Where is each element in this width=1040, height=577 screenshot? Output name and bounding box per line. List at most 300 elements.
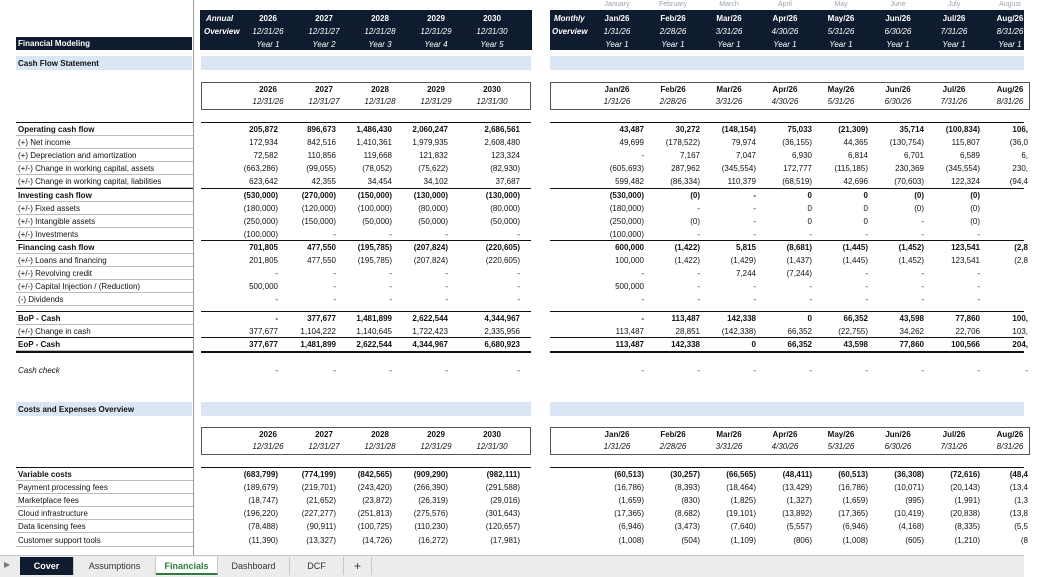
monthly-value[interactable]: (16,786)	[838, 483, 868, 493]
annual-value[interactable]: (80,000)	[418, 203, 448, 213]
annual-check-value[interactable]: -	[445, 366, 448, 375]
annual-value[interactable]: (13,327)	[306, 535, 336, 545]
monthly-value[interactable]: (130,754)	[889, 138, 924, 148]
monthly-value[interactable]: (1,445)	[842, 242, 868, 252]
add-sheet-button[interactable]: +	[344, 557, 372, 575]
monthly-value[interactable]: 113,487	[671, 314, 700, 323]
monthly-value[interactable]: 77,860	[899, 340, 924, 349]
annual-value[interactable]: 4,344,967	[412, 340, 448, 349]
monthly-value[interactable]: 35,714	[899, 125, 924, 134]
monthly-value[interactable]: -	[921, 269, 924, 279]
monthly-value[interactable]: (17,365)	[614, 509, 644, 519]
annual-value[interactable]: (100,000)	[243, 229, 278, 239]
annual-value[interactable]: (219,701)	[301, 483, 336, 493]
monthly-value[interactable]: (60,513)	[838, 470, 868, 479]
annual-value[interactable]: 37,687	[495, 177, 520, 187]
annual-value[interactable]: 1,140,645	[356, 327, 392, 336]
monthly-value[interactable]: 103,	[1012, 327, 1028, 336]
annual-value[interactable]: 123,324	[491, 151, 520, 161]
monthly-value[interactable]: 43,598	[899, 314, 924, 323]
monthly-value[interactable]: (0)	[970, 203, 980, 213]
monthly-value[interactable]: -	[809, 229, 812, 239]
monthly-value[interactable]: 43,487	[619, 125, 644, 134]
monthly-value[interactable]: -	[697, 269, 700, 279]
annual-value[interactable]: 201,805	[249, 256, 278, 265]
monthly-value[interactable]: (1,991)	[954, 496, 980, 506]
monthly-value[interactable]: (0)	[970, 190, 980, 200]
monthly-value[interactable]: 500,000	[615, 282, 644, 292]
monthly-value[interactable]: (0)	[970, 216, 980, 226]
monthly-value[interactable]: 0	[751, 340, 756, 349]
annual-value[interactable]: (130,000)	[413, 190, 448, 200]
tab-dashboard[interactable]: Dashboard	[218, 557, 290, 575]
annual-value[interactable]: 500,000	[249, 282, 278, 292]
annual-value[interactable]: (774,199)	[301, 470, 336, 479]
monthly-value[interactable]: -	[921, 229, 924, 239]
monthly-value[interactable]: 43,598	[843, 340, 868, 349]
monthly-value[interactable]: (1,327)	[786, 496, 812, 506]
annual-value[interactable]: (100,725)	[357, 522, 392, 532]
monthly-value[interactable]: (0)	[690, 216, 700, 226]
annual-value[interactable]: (301,643)	[485, 509, 520, 519]
monthly-value[interactable]: (16,786)	[614, 483, 644, 493]
annual-value[interactable]: 1,979,935	[412, 138, 448, 148]
monthly-value[interactable]: (8,682)	[674, 509, 700, 519]
monthly-value[interactable]: -	[753, 190, 756, 200]
annual-value[interactable]: (80,000)	[490, 203, 520, 213]
monthly-value[interactable]: -	[865, 282, 868, 292]
annual-check-value[interactable]: -	[275, 366, 278, 375]
monthly-value[interactable]: 172,777	[783, 164, 812, 174]
annual-value[interactable]: 72,582	[253, 151, 278, 161]
annual-value[interactable]: (50,000)	[490, 216, 520, 226]
tab-financials[interactable]: Financials	[156, 557, 218, 575]
monthly-value[interactable]: (36,155)	[782, 138, 812, 148]
annual-value[interactable]: 1,722,423	[412, 327, 448, 336]
monthly-value[interactable]: 113,487	[615, 340, 644, 349]
monthly-check-value[interactable]: -	[921, 366, 924, 375]
monthly-value[interactable]: (830)	[681, 496, 700, 506]
monthly-value[interactable]: 600,000	[615, 242, 644, 252]
monthly-value[interactable]: -	[977, 295, 980, 305]
annual-value[interactable]: -	[517, 282, 520, 292]
monthly-value[interactable]: (1,422)	[674, 242, 700, 252]
annual-value[interactable]: (909,290)	[413, 470, 448, 479]
annual-value[interactable]: (243,420)	[357, 483, 392, 493]
monthly-check-value[interactable]: -	[865, 366, 868, 375]
annual-value[interactable]: -	[389, 269, 392, 279]
annual-value[interactable]: (120,657)	[485, 522, 520, 532]
monthly-value[interactable]: (5,5	[1014, 522, 1028, 532]
annual-value[interactable]: (180,000)	[243, 203, 278, 213]
annual-value[interactable]: 172,934	[249, 138, 278, 148]
monthly-value[interactable]: (1,659)	[618, 496, 644, 506]
monthly-value[interactable]: (1,437)	[786, 256, 812, 265]
annual-value[interactable]: (220,605)	[485, 242, 520, 252]
annual-value[interactable]: 6,680,923	[484, 340, 520, 349]
monthly-value[interactable]: (0)	[690, 190, 700, 200]
monthly-value[interactable]: 66,352	[787, 340, 812, 349]
scroll-left-icon[interactable]: ▶	[4, 560, 11, 569]
monthly-value[interactable]: (22,755)	[838, 327, 868, 336]
monthly-value[interactable]: (18,464)	[726, 483, 756, 493]
monthly-value[interactable]: 30,272	[675, 125, 700, 134]
monthly-value[interactable]: (72,616)	[950, 470, 980, 479]
annual-value[interactable]: -	[275, 314, 278, 323]
monthly-value[interactable]: (30,257)	[670, 470, 700, 479]
monthly-value[interactable]: (13,429)	[782, 483, 812, 493]
monthly-value[interactable]: -	[921, 282, 924, 292]
annual-value[interactable]: (291,588)	[485, 483, 520, 493]
annual-value[interactable]: 2,686,561	[484, 125, 520, 134]
monthly-value[interactable]: (148,154)	[721, 125, 756, 134]
monthly-value[interactable]: -	[977, 229, 980, 239]
annual-value[interactable]: -	[389, 295, 392, 305]
annual-value[interactable]: 623,642	[249, 177, 278, 187]
monthly-value[interactable]: (1,452)	[898, 242, 924, 252]
annual-value[interactable]: (16,272)	[418, 535, 448, 545]
annual-value[interactable]: (275,576)	[413, 509, 448, 519]
monthly-value[interactable]: -	[641, 295, 644, 305]
monthly-value[interactable]: 44,365	[843, 138, 868, 148]
monthly-value[interactable]: -	[697, 295, 700, 305]
monthly-value[interactable]: (7,640)	[730, 522, 756, 532]
annual-value[interactable]: -	[517, 269, 520, 279]
monthly-value[interactable]: 0	[807, 190, 812, 200]
monthly-value[interactable]: (1,008)	[618, 535, 644, 545]
monthly-value[interactable]: (17,365)	[838, 509, 868, 519]
annual-value[interactable]: (842,565)	[357, 470, 392, 479]
monthly-value[interactable]: -	[753, 229, 756, 239]
monthly-value[interactable]: 142,338	[671, 340, 700, 349]
monthly-value[interactable]: (8,681)	[786, 242, 812, 252]
monthly-value[interactable]: 6,	[1021, 151, 1028, 161]
monthly-value[interactable]: (8	[1020, 535, 1028, 545]
monthly-value[interactable]: (8,335)	[954, 522, 980, 532]
monthly-value[interactable]: 0	[863, 216, 868, 226]
tab-assumptions[interactable]: Assumptions	[74, 557, 156, 575]
annual-value[interactable]: 1,104,222	[300, 327, 336, 336]
monthly-value[interactable]: 6,589	[959, 151, 980, 161]
monthly-value[interactable]: (66,565)	[726, 470, 756, 479]
annual-value[interactable]: (189,679)	[243, 483, 278, 493]
monthly-value[interactable]: -	[809, 295, 812, 305]
monthly-value[interactable]: 0	[863, 190, 868, 200]
annual-value[interactable]: 121,832	[419, 151, 448, 161]
monthly-value[interactable]: 42,696	[843, 177, 868, 187]
annual-value[interactable]: (663,286)	[243, 164, 278, 174]
annual-value[interactable]: (982,111)	[486, 470, 520, 479]
annual-value[interactable]: -	[445, 229, 448, 239]
monthly-value[interactable]: (13,892)	[782, 509, 812, 519]
monthly-value[interactable]: 110,379	[727, 177, 756, 187]
annual-value[interactable]: (130,000)	[485, 190, 520, 200]
monthly-value[interactable]: (4,168)	[898, 522, 924, 532]
annual-value[interactable]: (683,799)	[243, 470, 278, 479]
monthly-value[interactable]: (48,411)	[782, 470, 812, 479]
monthly-check-value[interactable]: -	[1025, 366, 1028, 375]
monthly-value[interactable]: -	[921, 216, 924, 226]
monthly-value[interactable]: (1,008)	[842, 535, 868, 545]
monthly-value[interactable]: -	[865, 295, 868, 305]
annual-value[interactable]: -	[389, 282, 392, 292]
annual-value[interactable]: (21,652)	[306, 496, 336, 506]
monthly-value[interactable]: (1,429)	[730, 256, 756, 265]
monthly-value[interactable]: -	[753, 216, 756, 226]
monthly-value[interactable]: (1,452)	[898, 256, 924, 265]
monthly-value[interactable]: 204,	[1012, 340, 1028, 349]
annual-value[interactable]: (110,230)	[414, 522, 448, 532]
monthly-value[interactable]: 100,000	[615, 256, 644, 265]
monthly-value[interactable]: (20,838)	[950, 509, 980, 519]
annual-value[interactable]: (78,052)	[362, 164, 392, 174]
monthly-value[interactable]: -	[697, 229, 700, 239]
monthly-value[interactable]: -	[641, 314, 644, 323]
monthly-value[interactable]: 0	[807, 203, 812, 213]
annual-value[interactable]: 2,622,544	[356, 340, 392, 349]
monthly-value[interactable]: (20,143)	[950, 483, 980, 493]
annual-value[interactable]: 1,481,899	[300, 340, 336, 349]
annual-value[interactable]: (150,000)	[357, 190, 392, 200]
annual-value[interactable]: 1,481,899	[356, 314, 392, 323]
monthly-value[interactable]: (115,185)	[834, 164, 868, 174]
monthly-value[interactable]: 123,541	[951, 242, 980, 252]
monthly-check-value[interactable]: -	[809, 366, 812, 375]
monthly-value[interactable]: (180,000)	[609, 203, 644, 213]
annual-value[interactable]: 477,550	[307, 242, 336, 252]
monthly-value[interactable]: 106,	[1012, 125, 1028, 134]
monthly-value[interactable]: (530,000)	[609, 190, 644, 200]
monthly-value[interactable]: -	[753, 295, 756, 305]
monthly-value[interactable]: (60,513)	[614, 470, 644, 479]
annual-value[interactable]: (150,000)	[301, 216, 336, 226]
monthly-value[interactable]: 0	[863, 203, 868, 213]
monthly-value[interactable]: (1,445)	[842, 256, 868, 265]
annual-value[interactable]: 1,486,430	[356, 125, 392, 134]
monthly-value[interactable]: (0)	[914, 190, 924, 200]
monthly-value[interactable]: 599,482	[615, 177, 644, 187]
monthly-value[interactable]: 122,324	[951, 177, 980, 187]
monthly-value[interactable]: (5,557)	[786, 522, 812, 532]
monthly-value[interactable]: (2,8	[1014, 242, 1028, 252]
monthly-value[interactable]: 0	[807, 216, 812, 226]
annual-value[interactable]: (78,488)	[248, 522, 278, 532]
monthly-value[interactable]: (1,422)	[674, 256, 700, 265]
annual-value[interactable]: -	[517, 295, 520, 305]
annual-value[interactable]: 110,856	[307, 151, 336, 161]
monthly-value[interactable]: (70,603)	[894, 177, 924, 187]
annual-value[interactable]: 377,677	[307, 314, 336, 323]
annual-value[interactable]: (29,016)	[490, 496, 520, 506]
annual-value[interactable]: -	[333, 282, 336, 292]
monthly-value[interactable]: (36,308)	[894, 470, 924, 479]
annual-value[interactable]: 377,677	[249, 340, 278, 349]
monthly-value[interactable]: -	[697, 282, 700, 292]
annual-value[interactable]: (50,000)	[362, 216, 392, 226]
tab-dcf[interactable]: DCF	[290, 557, 344, 575]
monthly-value[interactable]: (1,210)	[954, 535, 980, 545]
annual-value[interactable]: (207,824)	[413, 256, 448, 265]
annual-value[interactable]: (18,747)	[248, 496, 278, 506]
monthly-value[interactable]: -	[753, 203, 756, 213]
annual-value[interactable]: -	[445, 269, 448, 279]
annual-value[interactable]: -	[517, 229, 520, 239]
monthly-value[interactable]: 6,701	[903, 151, 924, 161]
monthly-value[interactable]: (1,3	[1014, 496, 1028, 506]
monthly-value[interactable]: (6,946)	[618, 522, 644, 532]
annual-value[interactable]: -	[333, 269, 336, 279]
annual-value[interactable]: 896,673	[307, 125, 336, 134]
monthly-value[interactable]: (0)	[914, 203, 924, 213]
monthly-value[interactable]: (605,693)	[609, 164, 644, 174]
annual-value[interactable]: 1,410,361	[356, 138, 392, 148]
monthly-check-value[interactable]: -	[753, 366, 756, 375]
monthly-value[interactable]: (345,554)	[945, 164, 980, 174]
monthly-value[interactable]: 230,369	[895, 164, 924, 174]
annual-value[interactable]: (196,220)	[243, 509, 278, 519]
monthly-value[interactable]: 287,962	[671, 164, 700, 174]
annual-value[interactable]: (227,277)	[301, 509, 336, 519]
annual-check-value[interactable]: -	[517, 366, 520, 375]
monthly-value[interactable]: (1,109)	[730, 535, 756, 545]
annual-value[interactable]: (23,872)	[362, 496, 392, 506]
monthly-value[interactable]: (68,519)	[782, 177, 812, 187]
monthly-value[interactable]: -	[865, 269, 868, 279]
annual-value[interactable]: 2,608,480	[484, 138, 520, 148]
monthly-value[interactable]: (100,834)	[945, 125, 980, 134]
monthly-value[interactable]: (1,659)	[842, 496, 868, 506]
annual-value[interactable]: (220,605)	[485, 256, 520, 265]
annual-value[interactable]: (99,055)	[306, 164, 336, 174]
annual-value[interactable]: (14,726)	[362, 535, 392, 545]
monthly-value[interactable]: (13,4	[1009, 483, 1028, 493]
monthly-value[interactable]: (36,0	[1009, 138, 1028, 148]
monthly-value[interactable]: (19,101)	[726, 509, 756, 519]
monthly-value[interactable]: 66,352	[787, 327, 812, 336]
monthly-value[interactable]: (142,338)	[721, 327, 756, 336]
monthly-value[interactable]: (3,473)	[674, 522, 700, 532]
monthly-value[interactable]: 5,815	[735, 242, 756, 252]
annual-value[interactable]: (250,000)	[243, 216, 278, 226]
monthly-check-value[interactable]: -	[697, 366, 700, 375]
annual-value[interactable]: -	[275, 269, 278, 279]
monthly-value[interactable]: (345,554)	[721, 164, 756, 174]
annual-value[interactable]: (207,824)	[413, 242, 448, 252]
annual-value[interactable]: (195,785)	[357, 256, 392, 265]
monthly-value[interactable]: (995)	[905, 496, 924, 506]
annual-value[interactable]: -	[275, 295, 278, 305]
monthly-value[interactable]: 34,262	[899, 327, 924, 336]
monthly-value[interactable]: -	[977, 282, 980, 292]
annual-value[interactable]: 377,677	[249, 327, 278, 336]
monthly-value[interactable]: (7,244)	[786, 269, 812, 279]
monthly-value[interactable]: (48,4	[1009, 470, 1028, 479]
monthly-value[interactable]: (2,8	[1014, 256, 1028, 265]
monthly-value[interactable]: 22,706	[955, 327, 980, 336]
annual-value[interactable]: (26,319)	[418, 496, 448, 506]
monthly-value[interactable]: -	[977, 269, 980, 279]
monthly-value[interactable]: 100,566	[951, 340, 980, 349]
monthly-value[interactable]: 6,930	[791, 151, 812, 161]
annual-value[interactable]: -	[333, 229, 336, 239]
monthly-value[interactable]: -	[921, 295, 924, 305]
monthly-value[interactable]: (6,946)	[842, 522, 868, 532]
annual-value[interactable]: (270,000)	[301, 190, 336, 200]
annual-value[interactable]: 4,344,967	[484, 314, 520, 323]
annual-value[interactable]: 842,516	[307, 138, 336, 148]
tab-cover[interactable]: Cover	[20, 557, 74, 575]
annual-value[interactable]: (75,622)	[418, 164, 448, 174]
monthly-value[interactable]: 100,	[1012, 314, 1028, 323]
annual-value[interactable]: 2,060,247	[412, 125, 448, 134]
monthly-value[interactable]: 115,807	[951, 138, 980, 148]
annual-check-value[interactable]: -	[333, 366, 336, 375]
monthly-check-value[interactable]: -	[641, 366, 644, 375]
annual-value[interactable]: (90,911)	[306, 522, 336, 532]
monthly-value[interactable]: 79,974	[731, 138, 756, 148]
monthly-value[interactable]: (605)	[905, 535, 924, 545]
monthly-value[interactable]: 7,244	[735, 269, 756, 279]
monthly-value[interactable]: 142,338	[727, 314, 756, 323]
monthly-value[interactable]: -	[641, 269, 644, 279]
monthly-value[interactable]: (10,071)	[894, 483, 924, 493]
annual-value[interactable]: (100,000)	[357, 203, 392, 213]
annual-value[interactable]: 119,668	[363, 151, 392, 161]
annual-value[interactable]: -	[445, 295, 448, 305]
monthly-value[interactable]: 7,167	[679, 151, 700, 161]
monthly-value[interactable]: (13,8	[1009, 509, 1028, 519]
monthly-value[interactable]: 7,047	[735, 151, 756, 161]
annual-value[interactable]: (82,930)	[490, 164, 520, 174]
monthly-value[interactable]: 75,033	[787, 125, 812, 134]
monthly-value[interactable]: (100,000)	[609, 229, 644, 239]
annual-value[interactable]: 2,622,544	[412, 314, 448, 323]
monthly-value[interactable]: (1,825)	[730, 496, 756, 506]
monthly-value[interactable]: -	[809, 282, 812, 292]
monthly-value[interactable]: (10,419)	[894, 509, 924, 519]
annual-value[interactable]: (11,390)	[248, 535, 278, 545]
monthly-value[interactable]: -	[697, 203, 700, 213]
monthly-value[interactable]: (21,309)	[838, 125, 868, 134]
annual-value[interactable]: -	[333, 295, 336, 305]
annual-value[interactable]: 42,355	[311, 177, 336, 187]
monthly-value[interactable]: 123,541	[951, 256, 980, 265]
monthly-value[interactable]: 77,860	[955, 314, 980, 323]
monthly-value[interactable]: (94,4	[1009, 177, 1028, 187]
annual-value[interactable]: 34,454	[367, 177, 392, 187]
monthly-value[interactable]: (504)	[681, 535, 700, 545]
annual-value[interactable]: 2,335,956	[484, 327, 520, 336]
monthly-value[interactable]: (8,393)	[674, 483, 700, 493]
annual-value[interactable]: 34,102	[423, 177, 448, 187]
monthly-value[interactable]: 230,	[1012, 164, 1028, 174]
monthly-value[interactable]: 0	[807, 314, 812, 323]
annual-value[interactable]: (17,981)	[490, 535, 520, 545]
monthly-value[interactable]: (806)	[793, 535, 812, 545]
monthly-value[interactable]: 66,352	[843, 314, 868, 323]
annual-value[interactable]: (266,390)	[413, 483, 448, 493]
annual-value[interactable]: -	[389, 229, 392, 239]
annual-value[interactable]: (120,000)	[301, 203, 336, 213]
monthly-value[interactable]: (250,000)	[609, 216, 644, 226]
monthly-value[interactable]: 28,851	[675, 327, 700, 336]
monthly-value[interactable]: (86,334)	[670, 177, 700, 187]
annual-value[interactable]: -	[445, 282, 448, 292]
annual-value[interactable]: (50,000)	[418, 216, 448, 226]
annual-value[interactable]: (195,785)	[357, 242, 392, 252]
monthly-value[interactable]: -	[865, 229, 868, 239]
annual-value[interactable]: 205,872	[249, 125, 278, 134]
